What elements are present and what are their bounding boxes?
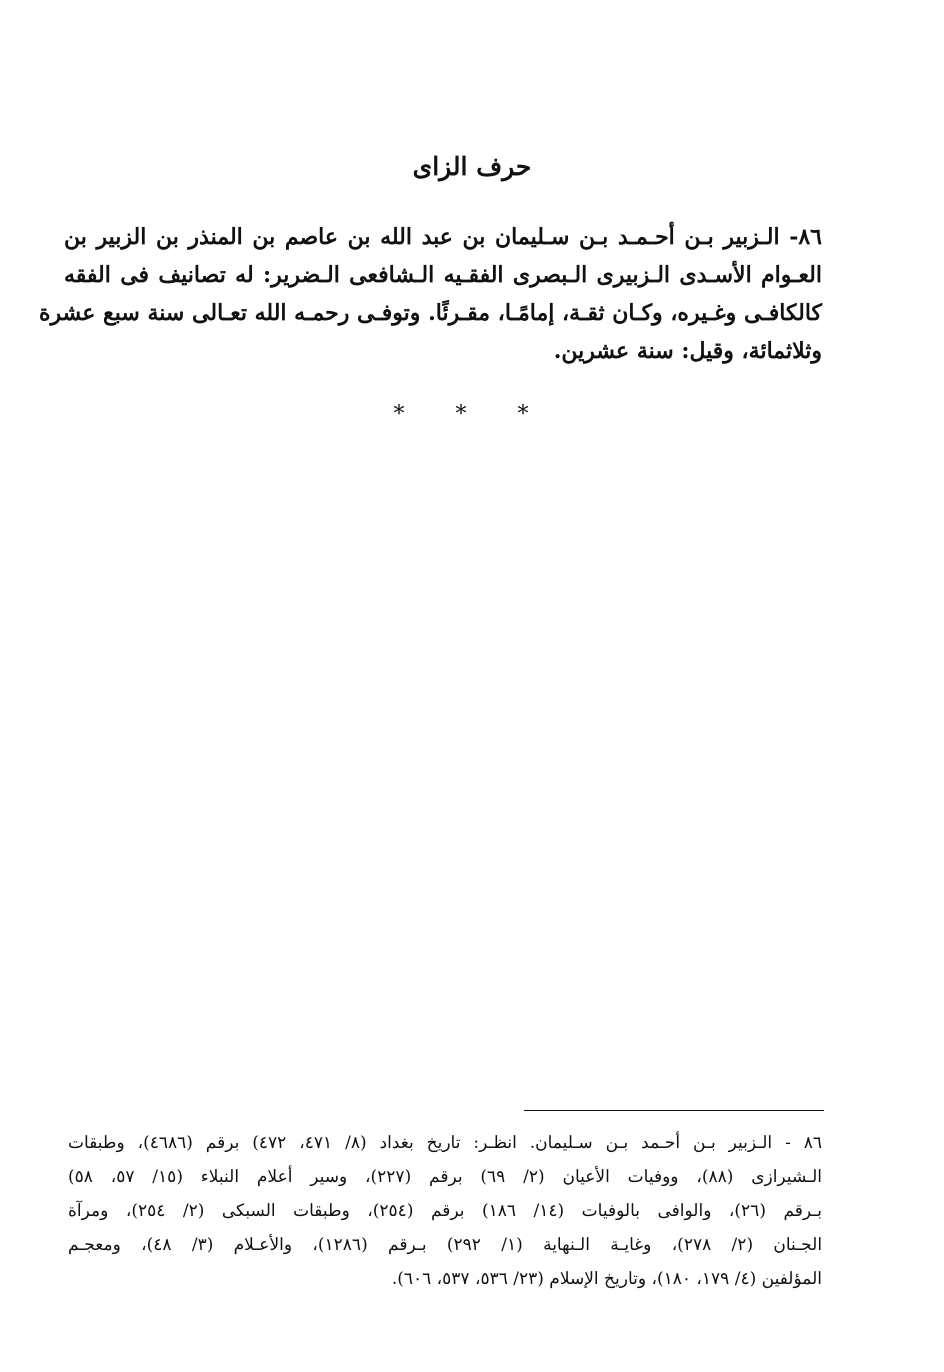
section-separator: * * * <box>393 402 551 427</box>
footnote-line: بـرقم (٢٦)، والوافى بالوفيات (١٤/ ١٨٦) برقم (٢٥٤)، وطبقات السبكى (٢/ ٢٥٤)، ومرآة <box>68 1201 822 1221</box>
entry-line: وثلاثمائة، وقيل: سنة عشرين. <box>553 338 822 364</box>
footnote-line: المؤلفين (٤/ ١٧٩، ١٨٠)، وتاريخ الإسلام (٢٣/ ٥٣٦، ٥٣٧، ٦٠٦). <box>391 1269 822 1289</box>
footnotes <box>68 1126 822 1296</box>
biography-entry <box>38 218 822 370</box>
entry-line: العـوام الأسـدى الـزبيرى الـبصرى الفقـيه الـشافعى الـضرير: له تصانيف فى الفقه <box>64 262 822 288</box>
entry-line: كالكافـى وغـيره، وكـان ثقـة، إمامًـا، مقـرئًا. وتوفـى رحمـه الله تعـالى سنة سبع عشرة <box>38 300 822 326</box>
footnote-line: ٨٦ - الـزبير بـن أحـمد بـن سـليمان. انظـر: تاريخ بغداد (٨/ ٤٧١، ٤٧٢) برقم (٤٦٨٦)، وطبقات <box>68 1133 823 1153</box>
footnote-line: الـشيرازى (٨٨)، ووفيات الأعيان (٢/ ٦٩) برقم (٢٢٧)، وسير أعلام النبلاء (١٥/ ٥٧، ٥٨) <box>68 1167 822 1187</box>
section-title: حرف الزاى <box>412 152 532 181</box>
entry-line: ٨٦- الـزبير بـن أحـمـد بـن سـليمان بن عبد الله بن عاصم بن المنذر بن الزبير بن <box>64 224 822 250</box>
footnote-line: الجـنان (٢/ ٢٧٨)، وغايـة الـنهاية (١/ ٢٩٢) بـرقم (١٢٨٦)، والأعـلام (٣/ ٤٨)، ومعجـم <box>68 1235 823 1255</box>
footnote-divider <box>524 1110 824 1111</box>
